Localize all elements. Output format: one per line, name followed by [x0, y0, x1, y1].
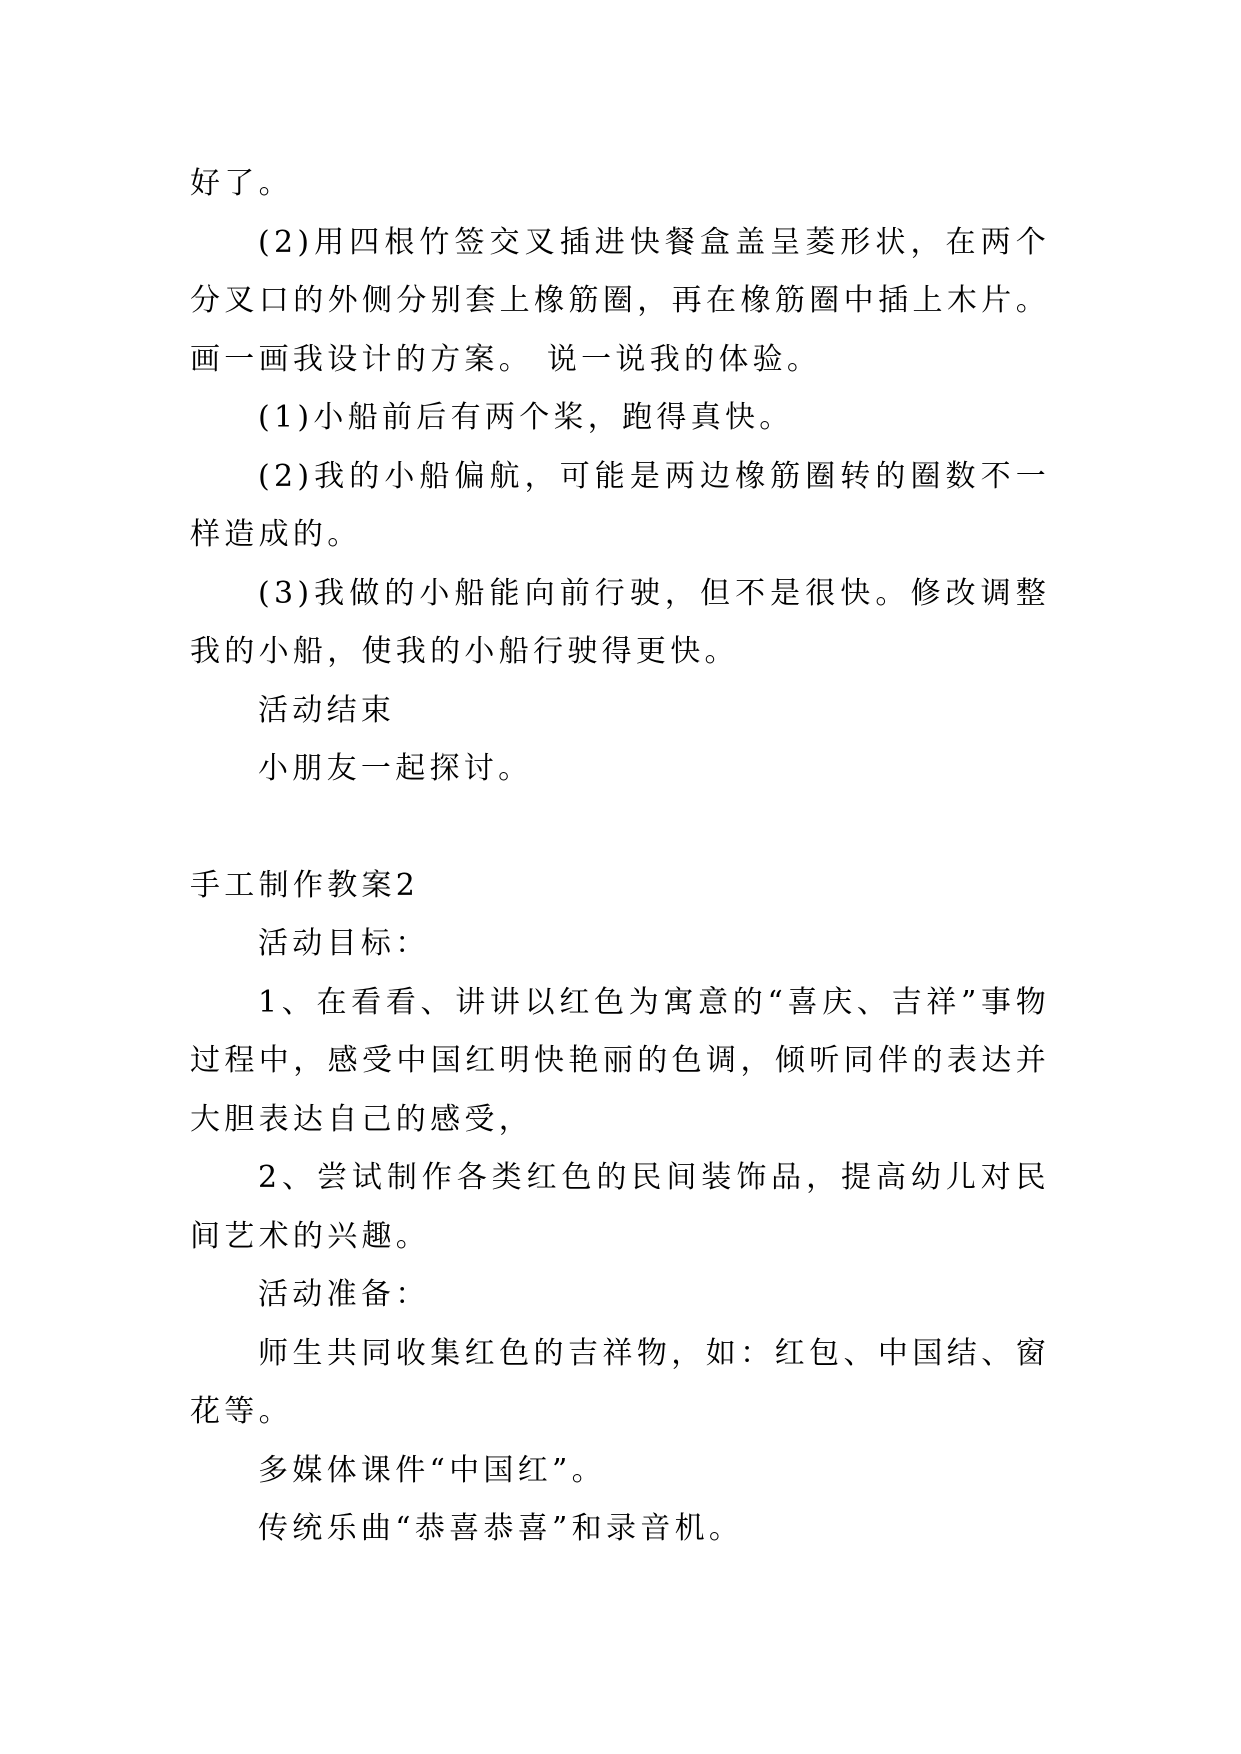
paragraph-preparation-1: 师生共同收集红色的吉祥物，如：红包、中国结、窗花等。	[190, 1335, 1050, 1429]
paragraph-preparation-heading: 活动准备：	[258, 1277, 430, 1312]
paragraph-activity-end: 活动结束	[258, 692, 396, 728]
paragraph-experience-2: (2)我的小船偏航，可能是两边橡筋圈转的圈数不一样造成的。	[190, 458, 1050, 552]
paragraph-goal-1: 1、在看看、讲讲以红色为寓意的“喜庆、吉祥”事物过程中，感受中国红明快艳丽的色调，倾听同伴的表达并大胆表达自己的感受，	[190, 984, 1050, 1137]
section-title: 手工制作教案2	[190, 867, 420, 903]
paragraph-continuation: 好了。	[190, 166, 293, 201]
paragraph-preparation-3: 传统乐曲“恭喜恭喜”和录音机。	[258, 1511, 744, 1546]
paragraph-discussion: 小朋友一起探讨。	[258, 751, 533, 786]
paragraph-preparation-2: 多媒体课件“中国红”。	[258, 1452, 606, 1488]
paragraph-experience-3: (3)我做的小船能向前行驶，但不是很快。修改调整我的小船，使我的小船行驶得更快。	[190, 575, 1050, 669]
paragraph-experience-1: (1)小船前后有两个桨，跑得真快。	[258, 400, 794, 435]
document-body	[190, 155, 1050, 1559]
paragraph-goals-heading: 活动目标：	[258, 926, 430, 961]
paragraph-step-2: (2)用四根竹签交叉插进快餐盒盖呈菱形状，在两个分叉口的外侧分别套上橡筋圈，再在橡筋圈中插上木片。 画一画我设计的方案。 说一说我的体验。	[190, 224, 1050, 377]
paragraph-goal-2: 2、尝试制作各类红色的民间装饰品，提高幼儿对民间艺术的兴趣。	[190, 1160, 1050, 1254]
